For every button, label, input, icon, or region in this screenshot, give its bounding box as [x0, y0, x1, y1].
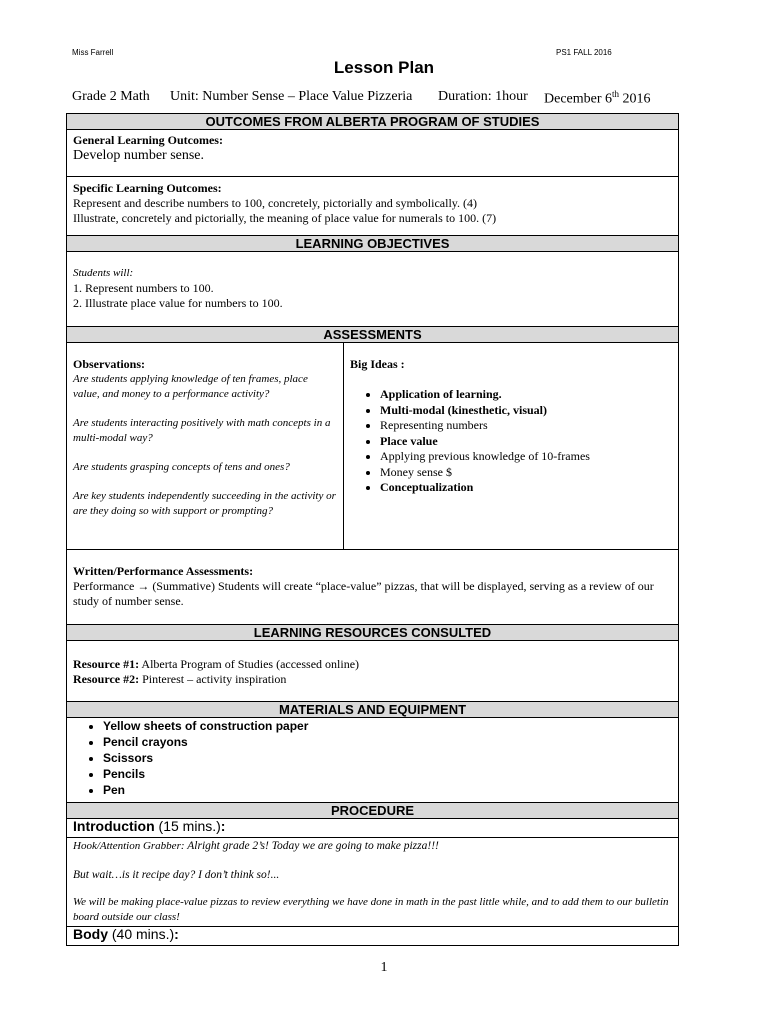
assessments-heading: ASSESSMENTS: [67, 327, 679, 343]
written-assessment-text: Performance → (Summative) Students will create “place-value” pizzas, that will be displayed, serving as a review of our study of number sense.: [73, 579, 654, 608]
observation-1: Are students applying knowledge of ten frames, place value, and money to a performance activity?: [73, 373, 308, 400]
objective-1: 1. Represent numbers to 100.: [73, 281, 214, 295]
written-assessment-label: Written/Performance Assessments:: [73, 564, 254, 578]
big-idea-item: • Application of learning.: [380, 387, 672, 403]
big-idea-item: • Multi-modal (kinesthetic, visual): [380, 403, 672, 419]
general-outcomes-label: General Learning Outcomes:: [73, 133, 223, 147]
wait-line: But wait…is it recipe day? I don’t think so!...: [73, 869, 280, 881]
big-ideas-label: Big Ideas :: [350, 357, 405, 371]
teacher-name: Miss Farrell: [72, 48, 114, 57]
big-idea-item: • Place value: [380, 434, 672, 450]
big-idea-item: • Applying previous knowledge of 10-frames: [380, 449, 672, 465]
introduction-cell: [67, 838, 679, 927]
material-item: • Pencil crayons: [103, 734, 672, 750]
introduction-row: [67, 819, 679, 838]
plan-line: We will be making place-value pizzas to review everything we have done in math in the past little while, and to add them to our bulletin board outside our class!: [73, 896, 669, 923]
big-idea-item: • Conceptualization: [380, 480, 672, 496]
big-idea-item: • Money sense $: [380, 465, 672, 481]
body-row: [67, 927, 679, 946]
page-title: Lesson Plan: [333, 58, 435, 77]
specific-outcome-2: Illustrate, concretely and pictorially, the meaning of place value for numerals to 100. (7): [73, 211, 497, 225]
resources-heading: LEARNING RESOURCES CONSULTED: [67, 625, 679, 641]
outcomes-heading: OUTCOMES FROM ALBERTA PROGRAM OF STUDIES: [67, 114, 679, 130]
objectives-heading: LEARNING OBJECTIVES: [67, 236, 679, 252]
page-number: 1: [380, 960, 388, 975]
general-outcomes-text: Develop number sense.: [73, 148, 205, 163]
date-label: December 6th 2016: [544, 89, 651, 107]
observations-label: Observations:: [73, 357, 145, 371]
material-item: • Pencils: [103, 766, 672, 782]
specific-outcomes-cell: [67, 177, 679, 236]
observation-3: Are students grasping concepts of tens and ones?: [73, 461, 290, 473]
body-label: Body (40 mins.):: [73, 926, 179, 942]
lesson-plan-table: [66, 113, 679, 946]
grade-label: Grade 2 Math: [72, 89, 150, 104]
written-assessment-cell: [67, 550, 679, 625]
objective-2: 2. Illustrate place value for numbers to 100.: [73, 296, 283, 310]
big-idea-item: • Representing numbers: [380, 418, 672, 434]
procedure-heading: PROCEDURE: [67, 803, 679, 819]
specific-outcome-1: Represent and describe numbers to 100, concretely, pictorially and symbolically. (4): [73, 196, 477, 210]
term-label: PS1 FALL 2016: [556, 48, 612, 57]
materials-list: [73, 718, 672, 798]
observation-4: Are key students independently succeeding in the activity or are they doing so with support or prompting?: [73, 490, 336, 517]
objectives-intro: Students will:: [73, 267, 134, 279]
material-item: • Yellow sheets of construction paper: [103, 718, 672, 734]
observations-cell: [67, 343, 344, 550]
hook-line: Hook/Attention Grabber: Alright grade 2’s! Today we are going to make pizza!!!: [73, 840, 439, 852]
objectives-cell: [67, 252, 679, 327]
material-item: • Pen: [103, 782, 672, 798]
general-outcomes-cell: [67, 130, 679, 177]
unit-label: Unit: Number Sense – Place Value Pizzeria: [170, 89, 413, 104]
specific-outcomes-label: Specific Learning Outcomes:: [73, 181, 222, 195]
materials-cell: [67, 718, 679, 803]
duration-label: Duration: 1hour: [438, 89, 528, 104]
resources-cell: [67, 641, 679, 702]
introduction-label: Introduction (15 mins.):: [73, 818, 226, 834]
big-ideas-list: [350, 387, 672, 496]
resource-1: Resource #1: Alberta Program of Studies (accessed online): [73, 657, 360, 671]
material-item: • Scissors: [103, 750, 672, 766]
observation-2: Are students interacting positively with math concepts in a multi-modal way?: [73, 417, 331, 444]
resource-2: Resource #2: Pinterest – activity inspiration: [73, 672, 287, 686]
materials-heading: MATERIALS AND EQUIPMENT: [67, 702, 679, 718]
arrow-icon: →: [137, 579, 150, 593]
big-ideas-cell: [344, 343, 679, 550]
